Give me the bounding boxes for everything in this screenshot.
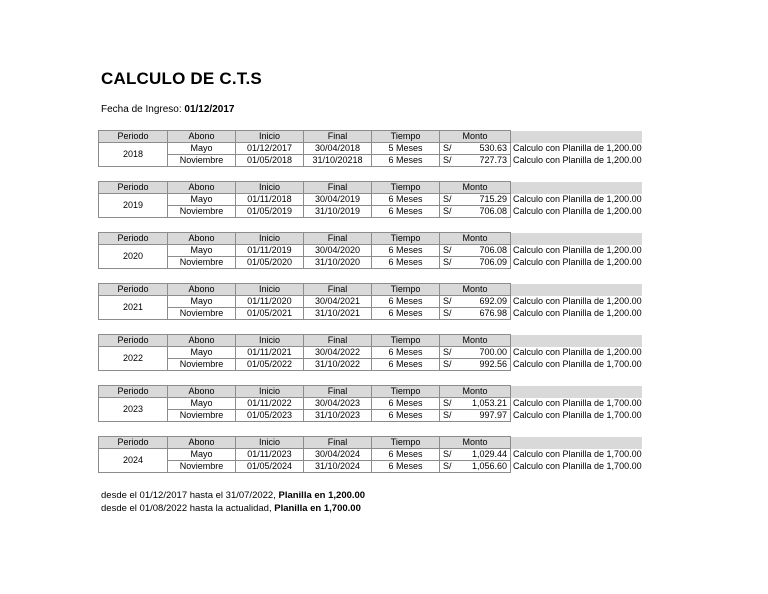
- final-cell: 30/04/2020: [304, 245, 372, 257]
- table-header-row: [99, 131, 643, 143]
- header-final: Final: [304, 335, 372, 347]
- inicio-cell: 01/05/2019: [236, 206, 304, 218]
- currency-symbol: S/: [440, 347, 466, 359]
- header-monto: Monto: [440, 284, 511, 296]
- footer-line: [101, 503, 361, 514]
- header-tiempo: Tiempo: [372, 131, 440, 143]
- calculo-note: Calculo con Planilla de 1,700.00: [513, 461, 642, 471]
- table-header-row: [99, 233, 643, 245]
- table-row: [99, 347, 643, 359]
- page-title: CALCULO DE C.T.S: [101, 69, 262, 88]
- abono-cell: Mayo: [168, 194, 236, 206]
- inicio-cell: 01/11/2019: [236, 245, 304, 257]
- final-cell: 30/04/2019: [304, 194, 372, 206]
- currency-symbol: S/: [440, 194, 466, 206]
- fecha-ingreso-label: Fecha de Ingreso:: [101, 104, 185, 115]
- table-header-row: [99, 284, 643, 296]
- table-row: [99, 257, 643, 269]
- table-row: [99, 359, 643, 371]
- periodo-cell: 2020: [99, 245, 168, 269]
- monto-cell: 530.63: [465, 143, 511, 155]
- monto-cell: 1,056.60: [465, 461, 511, 473]
- abono-cell: Mayo: [168, 347, 236, 359]
- tiempo-cell: 6 Meses: [372, 347, 440, 359]
- header-periodo: Periodo: [99, 233, 168, 245]
- tiempo-cell: 6 Meses: [372, 359, 440, 371]
- abono-cell: Noviembre: [168, 206, 236, 218]
- header-tiempo: Tiempo: [372, 284, 440, 296]
- table-header-row: [99, 335, 643, 347]
- periodo-cell: 2024: [99, 449, 168, 473]
- cts-table: [98, 334, 643, 371]
- tiempo-cell: 6 Meses: [372, 155, 440, 167]
- currency-symbol: S/: [440, 155, 466, 167]
- monto-cell: 1,053.21: [465, 398, 511, 410]
- currency-symbol: S/: [440, 449, 466, 461]
- cts-table: [98, 232, 643, 269]
- header-abono: Abono: [168, 182, 236, 194]
- calculo-note: Calculo con Planilla de 1,200.00: [513, 296, 642, 306]
- cts-table: [98, 385, 643, 422]
- inicio-cell: 01/05/2018: [236, 155, 304, 167]
- header-monto: Monto: [440, 131, 511, 143]
- header-abono: Abono: [168, 131, 236, 143]
- abono-cell: Mayo: [168, 449, 236, 461]
- header-spacer: [511, 233, 643, 245]
- final-cell: 30/04/2018: [304, 143, 372, 155]
- abono-cell: Mayo: [168, 245, 236, 257]
- monto-cell: 706.08: [465, 206, 511, 218]
- header-final: Final: [304, 386, 372, 398]
- currency-symbol: S/: [440, 245, 466, 257]
- inicio-cell: 01/05/2021: [236, 308, 304, 320]
- calculo-note: Calculo con Planilla de 1,200.00: [513, 308, 642, 318]
- currency-symbol: S/: [440, 410, 466, 422]
- inicio-cell: 01/12/2017: [236, 143, 304, 155]
- final-cell: 31/10/20218: [304, 155, 372, 167]
- tiempo-cell: 6 Meses: [372, 410, 440, 422]
- final-cell: 30/04/2023: [304, 398, 372, 410]
- header-monto: Monto: [440, 437, 511, 449]
- table-row: [99, 245, 643, 257]
- inicio-cell: 01/11/2021: [236, 347, 304, 359]
- tiempo-cell: 6 Meses: [372, 257, 440, 269]
- header-monto: Monto: [440, 182, 511, 194]
- abono-cell: Noviembre: [168, 410, 236, 422]
- calculo-note: Calculo con Planilla de 1,200.00: [513, 245, 642, 255]
- final-cell: 30/04/2021: [304, 296, 372, 308]
- abono-cell: Noviembre: [168, 461, 236, 473]
- final-cell: 31/10/2020: [304, 257, 372, 269]
- header-periodo: Periodo: [99, 437, 168, 449]
- header-abono: Abono: [168, 386, 236, 398]
- monto-cell: 715.29: [465, 194, 511, 206]
- header-monto: Monto: [440, 335, 511, 347]
- header-spacer: [511, 386, 643, 398]
- periodo-cell: 2019: [99, 194, 168, 218]
- header-final: Final: [304, 284, 372, 296]
- table-header-row: [99, 437, 643, 449]
- abono-cell: Mayo: [168, 398, 236, 410]
- header-abono: Abono: [168, 437, 236, 449]
- inicio-cell: 01/05/2020: [236, 257, 304, 269]
- table-row: [99, 155, 643, 167]
- table-row: [99, 143, 643, 155]
- abono-cell: Noviembre: [168, 257, 236, 269]
- inicio-cell: 01/11/2022: [236, 398, 304, 410]
- final-cell: 31/10/2024: [304, 461, 372, 473]
- final-cell: 31/10/2019: [304, 206, 372, 218]
- calculo-note: Calculo con Planilla de 1,200.00: [513, 347, 642, 357]
- fecha-ingreso: [101, 104, 234, 115]
- calculo-note: Calculo con Planilla de 1,700.00: [513, 410, 642, 420]
- currency-symbol: S/: [440, 206, 466, 218]
- final-cell: 31/10/2021: [304, 308, 372, 320]
- table-row: [99, 398, 643, 410]
- currency-symbol: S/: [440, 398, 466, 410]
- currency-symbol: S/: [440, 461, 466, 473]
- header-final: Final: [304, 437, 372, 449]
- header-periodo: Periodo: [99, 131, 168, 143]
- tiempo-cell: 6 Meses: [372, 308, 440, 320]
- header-final: Final: [304, 233, 372, 245]
- tiempo-cell: 6 Meses: [372, 296, 440, 308]
- currency-symbol: S/: [440, 143, 466, 155]
- header-periodo: Periodo: [99, 335, 168, 347]
- header-inicio: Inicio: [236, 182, 304, 194]
- header-spacer: [511, 437, 643, 449]
- table-row: [99, 308, 643, 320]
- cts-table: [98, 283, 643, 320]
- tiempo-cell: 5 Meses: [372, 143, 440, 155]
- header-final: Final: [304, 182, 372, 194]
- table-header-row: [99, 182, 643, 194]
- currency-symbol: S/: [440, 296, 466, 308]
- tiempo-cell: 6 Meses: [372, 449, 440, 461]
- monto-cell: 1,029.44: [465, 449, 511, 461]
- tiempo-cell: 6 Meses: [372, 398, 440, 410]
- footer-line-planilla: Planilla en 1,200.00: [278, 490, 366, 501]
- inicio-cell: 01/05/2023: [236, 410, 304, 422]
- inicio-cell: 01/11/2023: [236, 449, 304, 461]
- abono-cell: Noviembre: [168, 155, 236, 167]
- calculo-note: Calculo con Planilla de 1,200.00: [513, 194, 642, 204]
- abono-cell: Noviembre: [168, 308, 236, 320]
- final-cell: 30/04/2024: [304, 449, 372, 461]
- calculo-note: Calculo con Planilla de 1,700.00: [513, 398, 642, 408]
- periodo-cell: 2018: [99, 143, 168, 167]
- footer-line-planilla: Planilla en 1,700.00: [274, 503, 361, 514]
- table-header-row: [99, 386, 643, 398]
- footer-line: [101, 490, 365, 501]
- header-tiempo: Tiempo: [372, 437, 440, 449]
- header-inicio: Inicio: [236, 131, 304, 143]
- header-tiempo: Tiempo: [372, 182, 440, 194]
- header-monto: Monto: [440, 386, 511, 398]
- header-final: Final: [304, 131, 372, 143]
- table-row: [99, 296, 643, 308]
- tiempo-cell: 6 Meses: [372, 245, 440, 257]
- inicio-cell: 01/11/2020: [236, 296, 304, 308]
- monto-cell: 727.73: [465, 155, 511, 167]
- calculo-note: Calculo con Planilla de 1,200.00: [513, 257, 642, 267]
- table-row: [99, 449, 643, 461]
- inicio-cell: 01/11/2018: [236, 194, 304, 206]
- table-row: [99, 461, 643, 473]
- header-spacer: [511, 182, 643, 194]
- header-spacer: [511, 335, 643, 347]
- inicio-cell: 01/05/2022: [236, 359, 304, 371]
- table-row: [99, 206, 643, 218]
- abono-cell: Mayo: [168, 296, 236, 308]
- header-abono: Abono: [168, 284, 236, 296]
- header-inicio: Inicio: [236, 284, 304, 296]
- currency-symbol: S/: [440, 257, 466, 269]
- monto-cell: 706.08: [465, 245, 511, 257]
- header-spacer: [511, 284, 643, 296]
- abono-cell: Mayo: [168, 143, 236, 155]
- monto-cell: 700.00: [465, 347, 511, 359]
- table-row: [99, 410, 643, 422]
- header-periodo: Periodo: [99, 182, 168, 194]
- header-tiempo: Tiempo: [372, 335, 440, 347]
- cts-table: [98, 436, 643, 473]
- calculo-note: Calculo con Planilla de 1,700.00: [513, 359, 642, 369]
- tiempo-cell: 6 Meses: [372, 194, 440, 206]
- calculo-note: Calculo con Planilla de 1,200.00: [513, 143, 642, 153]
- calculo-note: Calculo con Planilla de 1,200.00: [513, 206, 642, 216]
- fecha-ingreso-value: 01/12/2017: [184, 104, 235, 115]
- monto-cell: 706.09: [465, 257, 511, 269]
- calculo-note: Calculo con Planilla de 1,700.00: [513, 449, 642, 459]
- footer-line-text: desde el 01/08/2022 hasta la actualidad,: [101, 503, 275, 514]
- final-cell: 30/04/2022: [304, 347, 372, 359]
- monto-cell: 992.56: [465, 359, 511, 371]
- header-periodo: Periodo: [99, 284, 168, 296]
- monto-cell: 692.09: [465, 296, 511, 308]
- header-abono: Abono: [168, 233, 236, 245]
- footer-line-text: desde el 01/12/2017 hasta el 31/07/2022,: [101, 490, 279, 501]
- header-inicio: Inicio: [236, 233, 304, 245]
- periodo-cell: 2021: [99, 296, 168, 320]
- currency-symbol: S/: [440, 359, 466, 371]
- table-row: [99, 194, 643, 206]
- header-tiempo: Tiempo: [372, 233, 440, 245]
- header-inicio: Inicio: [236, 386, 304, 398]
- currency-symbol: S/: [440, 308, 466, 320]
- tiempo-cell: 6 Meses: [372, 461, 440, 473]
- final-cell: 31/10/2022: [304, 359, 372, 371]
- header-periodo: Periodo: [99, 386, 168, 398]
- periodo-cell: 2022: [99, 347, 168, 371]
- header-tiempo: Tiempo: [372, 386, 440, 398]
- header-inicio: Inicio: [236, 437, 304, 449]
- cts-table: [98, 130, 643, 167]
- cts-table: [98, 181, 643, 218]
- periodo-cell: 2023: [99, 398, 168, 422]
- inicio-cell: 01/05/2024: [236, 461, 304, 473]
- header-spacer: [511, 131, 643, 143]
- header-inicio: Inicio: [236, 335, 304, 347]
- calculo-note: Calculo con Planilla de 1,200.00: [513, 155, 642, 165]
- tiempo-cell: 6 Meses: [372, 206, 440, 218]
- header-abono: Abono: [168, 335, 236, 347]
- abono-cell: Noviembre: [168, 359, 236, 371]
- final-cell: 31/10/2023: [304, 410, 372, 422]
- header-monto: Monto: [440, 233, 511, 245]
- monto-cell: 676.98: [465, 308, 511, 320]
- monto-cell: 997.97: [465, 410, 511, 422]
